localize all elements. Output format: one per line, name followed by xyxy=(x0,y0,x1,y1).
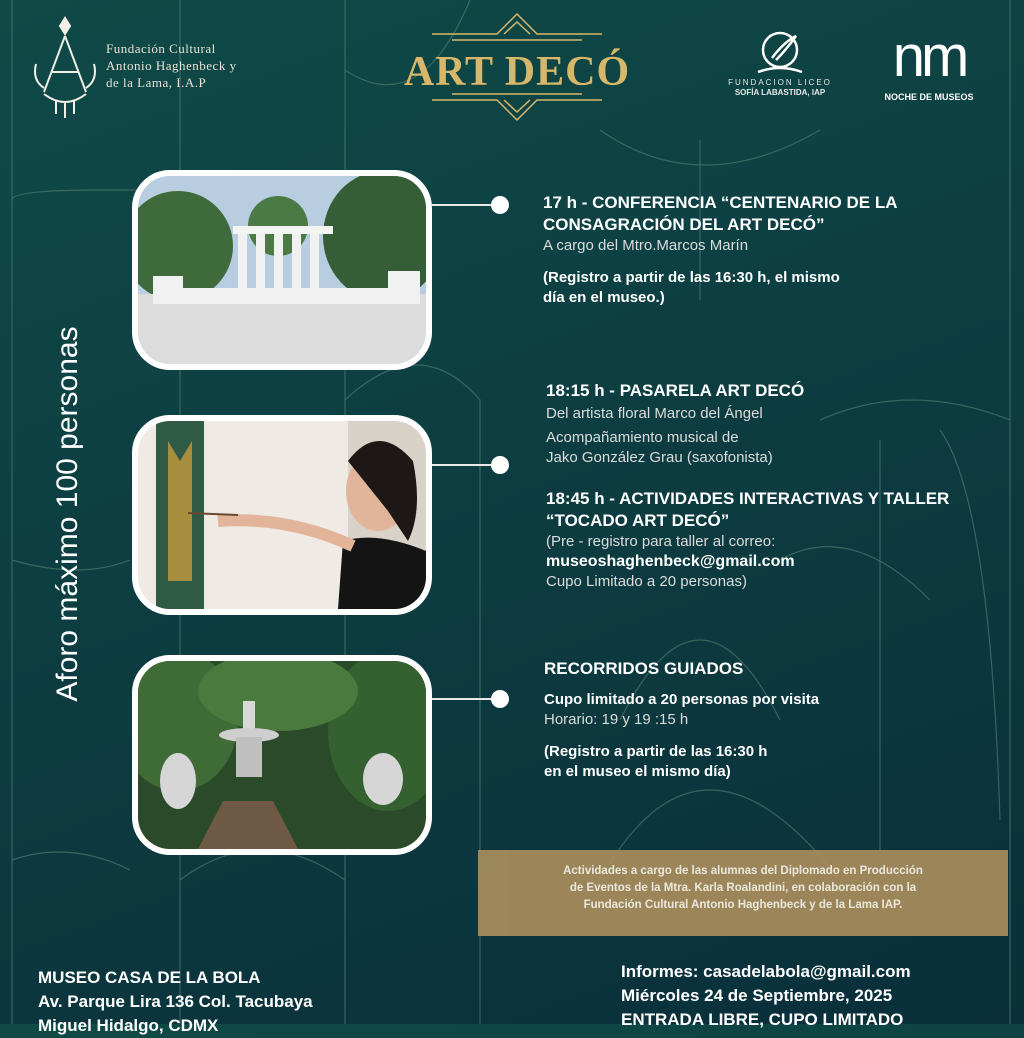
fundacion-haghenbeck-logo-icon xyxy=(30,14,100,120)
photo-painter xyxy=(132,415,432,615)
connector-line-3 xyxy=(432,698,500,700)
taller-title-1: 18:45 h - ACTIVIDADES INTERACTIVAS Y TALLER xyxy=(546,489,950,508)
recorridos-title: RECORRIDOS GUIADOS xyxy=(544,659,744,678)
credits-line-1: Actividades a cargo de las alumnas del Diplomado en Producción xyxy=(563,865,923,877)
credits-line-2: de Eventos de la Mtra. Karla Roalandini, en colaboración con la xyxy=(569,882,917,894)
event-recorridos xyxy=(544,658,984,782)
timeline-dot-1 xyxy=(491,196,509,214)
museum-street: Av. Parque Lira 136 Col. Tacubaya xyxy=(38,992,313,1011)
recorridos-note-1: (Registro a partir de las 16:30 h xyxy=(544,743,768,760)
taller-title-2: “TOCADO ART DECÓ” xyxy=(546,511,730,530)
page-title: ART DECÓ xyxy=(403,49,631,95)
credits-box xyxy=(478,850,1008,936)
painter-image xyxy=(138,421,426,609)
event-taller xyxy=(546,488,996,592)
museum-name: MUSEO CASA DE LA BOLA xyxy=(38,968,261,987)
credits-line-3: Fundación Cultural Antonio Haghenbeck y de la Lama IAP. xyxy=(583,899,903,911)
conferencia-title-1: 17 h - CONFERENCIA “CENTENARIO DE LA xyxy=(543,193,898,212)
taller-line-1: (Pre - registro para taller al correo: xyxy=(546,533,776,550)
nm-logo-text: NOCHE DE MUSEOS xyxy=(884,92,974,102)
conferencia-note-2: día en el museo.) xyxy=(543,289,665,306)
timeline-dot-2 xyxy=(491,456,509,474)
museum-address xyxy=(38,966,313,1038)
pasarela-line-2: Acompañamiento musical de xyxy=(546,429,739,446)
quill-book-icon xyxy=(750,28,810,78)
title-block xyxy=(392,8,642,128)
photo-garden xyxy=(132,655,432,855)
liceo-line-2: SOFÍA LABASTIDA, IAP xyxy=(734,88,826,97)
fundacion-liceo-logo xyxy=(700,28,860,98)
pasarela-line-3: Jako González Grau (saxofonista) xyxy=(546,449,773,466)
colonnade-image xyxy=(138,176,426,364)
fundacion-line-1: Fundación Cultural xyxy=(106,41,216,56)
fundacion-line-2: Antonio Haghenbeck y xyxy=(106,58,237,73)
capacity-vertical-text: Aforo máximo 100 personas xyxy=(51,326,84,702)
fundacion-line-3: de la Lama, I.A.P xyxy=(106,75,207,90)
conferencia-title-2: CONSAGRACIÓN DEL ART DECÓ” xyxy=(543,215,825,234)
event-date: Miércoles 24 de Septiembre, 2025 xyxy=(621,986,893,1005)
taller-email-link[interactable]: museoshaghenbeck@gmail.com xyxy=(546,553,795,570)
nm-logo-mark: nm xyxy=(892,24,966,89)
event-info xyxy=(621,960,911,1032)
timeline-dot-3 xyxy=(491,690,509,708)
fundacion-haghenbeck-name xyxy=(106,40,237,91)
photo-colonnade xyxy=(132,170,432,370)
event-pasarela xyxy=(546,380,986,468)
conferencia-note-1: (Registro a partir de las 16:30 h, el mismo xyxy=(543,269,840,286)
museum-city: Miguel Hidalgo, CDMX xyxy=(38,1016,219,1035)
taller-line-2: Cupo Limitado a 20 personas) xyxy=(546,573,747,590)
event-conferencia xyxy=(543,192,983,308)
garden-image xyxy=(138,661,426,849)
pasarela-line-1: Del artista floral Marco del Ángel xyxy=(546,405,763,422)
entrada-libre: ENTRADA LIBRE, CUPO LIMITADO xyxy=(621,1010,904,1029)
recorridos-horario: Horario: 19 y 19 :15 h xyxy=(544,711,689,728)
informes-email[interactable]: Informes: casadelabola@gmail.com xyxy=(621,962,911,981)
recorridos-cupo: Cupo limitado a 20 personas por visita xyxy=(544,691,820,708)
connector-line-1 xyxy=(432,204,500,206)
recorridos-note-2: en el museo el mismo día) xyxy=(544,763,731,780)
liceo-line-1: FUNDACION LICEO xyxy=(728,78,832,87)
connector-line-2 xyxy=(432,464,500,466)
noche-de-museos-logo xyxy=(870,26,988,102)
conferencia-speaker: A cargo del Mtro.Marcos Marín xyxy=(543,237,749,254)
pasarela-title: 18:15 h - PASARELA ART DECÓ xyxy=(546,381,805,400)
